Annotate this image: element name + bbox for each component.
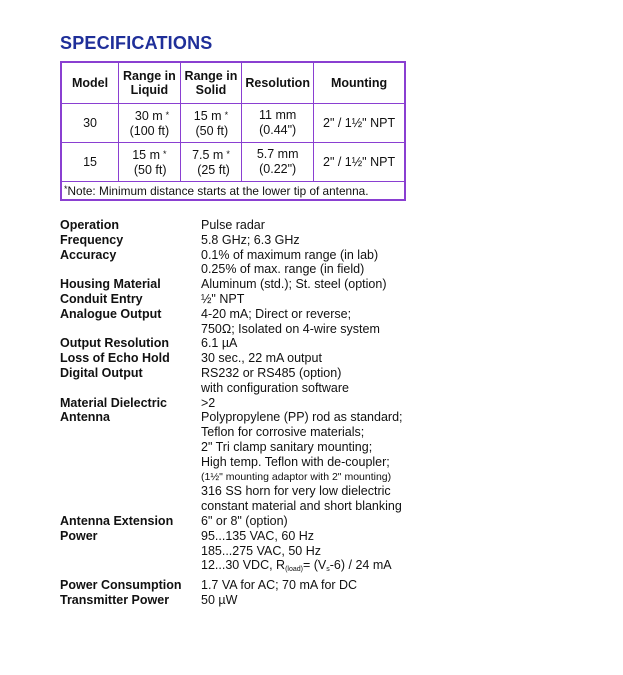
spec-row-power: Power 95...135 VAC, 60 Hz 185...275 VAC, 50 Hz 12...30 VDC, $R_{(load)}= (V_s-6) / 24$ mA <box>60 528 392 574</box>
cell-range-solid: 15 m * (50 ft) <box>180 104 242 143</box>
spec-row-conduit: Conduit Entry ½" NPT <box>60 291 245 306</box>
header-model: Model <box>61 62 119 104</box>
spec-row-antenna: Antenna Polypropylene (PP) rod as standard; Teflon for corrosive materials; 2" Tri clamp sanitary mounting; High temp. Teflon with de-coupler; (1½" mounting adaptor with 2" mounting) 316 SS horn for very low dielectric constant material and short blanking <box>60 410 403 514</box>
spec-row-frequency: Frequency 5.8 GHz; 6.3 GHz <box>60 232 300 247</box>
spec-row-loss-of-echo: Loss of Echo Hold 30 sec., 22 mA output <box>60 351 322 366</box>
spec-row-transmitter-power: Transmitter Power 50 µW <box>60 592 238 607</box>
spec-row-digital-output: Digital Output RS232 or RS485 (option) with configuration software <box>60 365 349 395</box>
header-resolution: Resolution <box>242 62 314 104</box>
spec-row-antenna-extension: Antenna Extension 6" or 8" (option) <box>60 513 288 528</box>
cell-range-liquid: 15 m * (50 ft) <box>119 143 181 182</box>
spec-row-analogue: Analogue Output 4-20 mA; Direct or reverse; 750Ω; Isolated on 4-wire system <box>60 306 380 336</box>
table-note-row <box>61 182 405 201</box>
page-title: SPECIFICATIONS <box>60 33 213 53</box>
cell-resolution: 11 mm (0.44") <box>242 104 314 143</box>
cell-range-liquid: 30 m * (100 ft) <box>119 104 181 143</box>
table-note: *Note: Minimum distance starts at the lower tip of antenna. <box>61 182 405 201</box>
spec-row-output-resolution: Output Resolution 6.1 µA <box>60 336 238 351</box>
cell-resolution: 5.7 mm (0.22") <box>242 143 314 182</box>
cell-mounting: 2" / 1½" NPT <box>314 104 405 143</box>
header-range-liquid: Range in Liquid <box>119 62 181 104</box>
spec-row-operation: Operation Pulse radar <box>60 218 265 232</box>
header-mounting: Mounting <box>314 62 405 104</box>
specifications-table <box>60 61 406 201</box>
spec-row-dielectric: Material Dielectric >2 <box>60 395 216 410</box>
cell-mounting: 2" / 1½" NPT <box>314 143 405 182</box>
cell-range-solid: 7.5 m * (25 ft) <box>180 143 242 182</box>
table-row <box>61 104 405 143</box>
cell-model: 30 <box>61 104 119 143</box>
spec-row-power-consumption: Power Consumption 1.7 VA for AC; 70 mA for DC <box>60 578 358 593</box>
spec-list <box>60 218 480 608</box>
spec-row-housing: Housing Material Aluminum (std.); St. steel (option) <box>60 277 387 292</box>
spec-row-accuracy: Accuracy 0.1% of maximum range (in lab) 0.25% of max. range (in field) <box>60 247 379 277</box>
table-header-row <box>61 62 405 104</box>
table-row <box>61 143 405 182</box>
cell-model: 15 <box>61 143 119 182</box>
header-range-solid: Range in Solid <box>180 62 242 104</box>
